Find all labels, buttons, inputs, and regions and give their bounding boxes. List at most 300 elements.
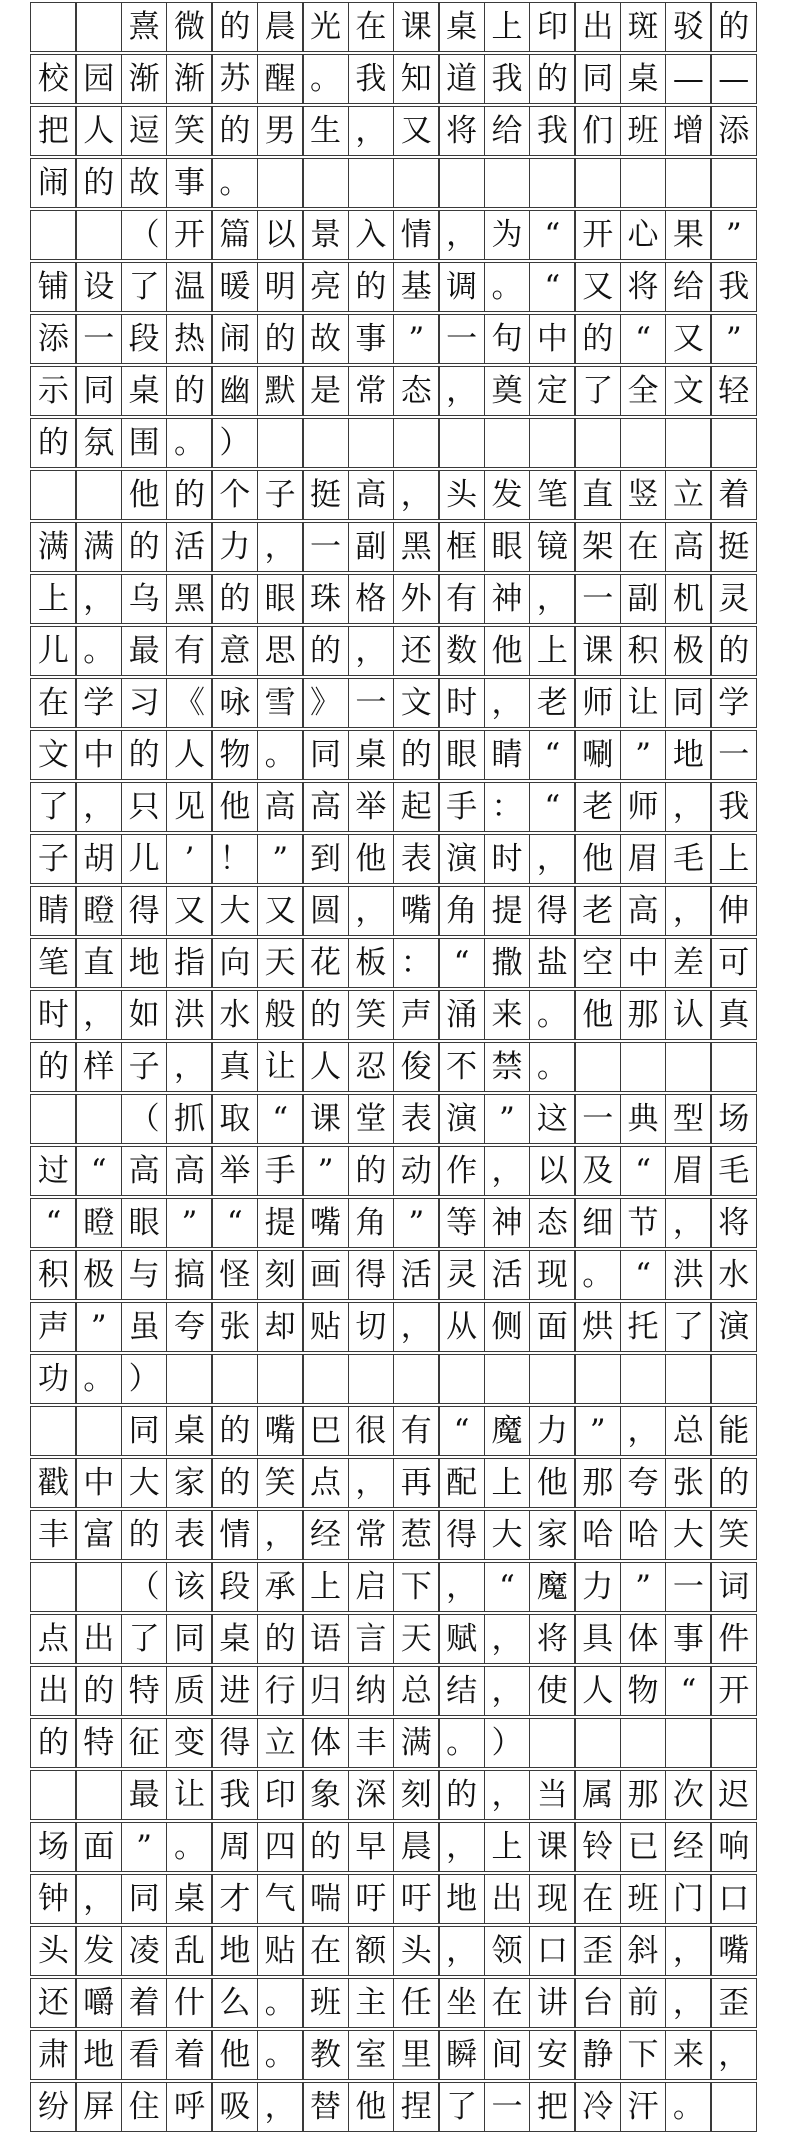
grid-cell: 安 xyxy=(529,2030,576,2080)
grid-cell xyxy=(30,2,77,52)
grid-cell: 伸 xyxy=(710,886,757,936)
grid-cell xyxy=(529,158,576,208)
grid-cell: 高 xyxy=(121,1146,168,1196)
grid-cell: 我 xyxy=(484,54,531,104)
grid-cell: 。 xyxy=(574,1250,621,1300)
grid-cell xyxy=(574,1718,621,1768)
grid-cell: 添 xyxy=(710,106,757,156)
grid-cell: 极 xyxy=(75,1250,122,1300)
grid-cell: 过 xyxy=(30,1146,77,1196)
grid-cell: 的 xyxy=(75,1666,122,1716)
grid-cell: 禁 xyxy=(484,1042,531,1092)
grid-cell: ， xyxy=(393,470,440,520)
grid-cell: 歪 xyxy=(574,1926,621,1976)
grid-cell xyxy=(348,158,395,208)
grid-cell: 挺 xyxy=(710,522,757,572)
grid-cell: 的 xyxy=(121,730,168,780)
grid-cell: 我 xyxy=(348,54,395,104)
grid-cell: 又 xyxy=(166,886,213,936)
grid-cell: 贴 xyxy=(302,1302,349,1352)
grid-cell: 地 xyxy=(438,1874,485,1924)
grid-cell xyxy=(710,1718,757,1768)
grid-cell: 灵 xyxy=(438,1250,485,1300)
grid-cell: ， xyxy=(348,106,395,156)
grid-cell: 轻 xyxy=(710,366,757,416)
grid-row xyxy=(30,990,778,1040)
grid-cell: 家 xyxy=(166,1458,213,1508)
grid-cell: 一 xyxy=(574,574,621,624)
grid-cell: 面 xyxy=(75,1822,122,1872)
grid-cell: 行 xyxy=(257,1666,304,1716)
grid-cell: “ xyxy=(30,1198,77,1248)
grid-cell xyxy=(348,418,395,468)
grid-cell: ， xyxy=(348,886,395,936)
grid-cell: 思 xyxy=(257,626,304,676)
grid-cell: 口 xyxy=(529,1926,576,1976)
grid-cell xyxy=(302,158,349,208)
grid-cell: 发 xyxy=(75,1926,122,1976)
grid-cell: 地 xyxy=(121,938,168,988)
grid-cell: 的 xyxy=(710,626,757,676)
grid-cell: 开 xyxy=(574,210,621,260)
grid-cell: 给 xyxy=(484,106,531,156)
grid-cell: 人 xyxy=(166,730,213,780)
grid-cell: “ xyxy=(257,1094,304,1144)
grid-cell: 上 xyxy=(302,1562,349,1612)
grid-cell: 得 xyxy=(529,886,576,936)
grid-cell: ， xyxy=(348,626,395,676)
grid-row xyxy=(30,1250,778,1300)
grid-cell: 渐 xyxy=(166,54,213,104)
grid-cell: 。 xyxy=(484,262,531,312)
grid-cell: 班 xyxy=(620,106,667,156)
grid-cell: 现 xyxy=(529,1874,576,1924)
grid-cell: 下 xyxy=(393,1562,440,1612)
grid-cell: 很 xyxy=(348,1406,395,1456)
grid-cell: 亮 xyxy=(302,262,349,312)
grid-cell: 他 xyxy=(348,834,395,884)
grid-row xyxy=(30,418,778,468)
grid-cell: 力 xyxy=(574,1562,621,1612)
grid-cell: 头 xyxy=(438,470,485,520)
grid-cell: 文 xyxy=(393,678,440,728)
grid-cell: 熹 xyxy=(121,2,168,52)
grid-cell: 的 xyxy=(348,262,395,312)
grid-cell: 格 xyxy=(348,574,395,624)
grid-cell: 他 xyxy=(121,470,168,520)
grid-row xyxy=(30,1458,778,1508)
grid-cell: 事 xyxy=(166,158,213,208)
grid-cell: 一 xyxy=(710,730,757,780)
grid-cell xyxy=(302,1354,349,1404)
grid-cell: 大 xyxy=(665,1510,712,1560)
grid-cell: （ xyxy=(121,1094,168,1144)
grid-row xyxy=(30,210,778,260)
grid-cell: 同 xyxy=(121,1874,168,1924)
grid-cell xyxy=(75,210,122,260)
grid-cell: 全 xyxy=(620,366,667,416)
grid-cell: 的 xyxy=(529,54,576,104)
grid-cell: 微 xyxy=(166,2,213,52)
grid-cell: 住 xyxy=(121,2082,168,2132)
grid-cell: 涌 xyxy=(438,990,485,1040)
grid-cell xyxy=(257,158,304,208)
grid-cell: 的 xyxy=(211,106,258,156)
grid-cell: 总 xyxy=(393,1666,440,1716)
grid-row xyxy=(30,1666,778,1716)
grid-cell: 常 xyxy=(348,366,395,416)
grid-cell: 场 xyxy=(710,1094,757,1144)
grid-cell: 篇 xyxy=(211,210,258,260)
grid-cell: 真 xyxy=(211,1042,258,1092)
grid-cell: 瞪 xyxy=(75,1198,122,1248)
grid-cell: 了 xyxy=(665,1302,712,1352)
grid-cell: 忍 xyxy=(348,1042,395,1092)
grid-cell: 声 xyxy=(393,990,440,1040)
grid-cell: 醒 xyxy=(257,54,304,104)
grid-cell: 地 xyxy=(75,2030,122,2080)
grid-cell: 心 xyxy=(620,210,667,260)
grid-row xyxy=(30,522,778,572)
grid-cell xyxy=(484,418,531,468)
grid-cell: 直 xyxy=(574,470,621,520)
grid-cell: 冷 xyxy=(574,2082,621,2132)
grid-cell: 场 xyxy=(30,1822,77,1872)
grid-cell: 示 xyxy=(30,366,77,416)
grid-cell: 有 xyxy=(438,574,485,624)
grid-row xyxy=(30,470,778,520)
grid-cell: 点 xyxy=(302,1458,349,1508)
grid-cell: 可 xyxy=(710,938,757,988)
grid-cell: 在 xyxy=(30,678,77,728)
grid-row xyxy=(30,262,778,312)
grid-cell: 与 xyxy=(121,1250,168,1300)
grid-cell: 笔 xyxy=(529,470,576,520)
grid-cell: 子 xyxy=(30,834,77,884)
grid-cell: 黑 xyxy=(393,522,440,572)
grid-cell xyxy=(75,1406,122,1456)
grid-cell: 笑 xyxy=(348,990,395,1040)
grid-cell: 象 xyxy=(302,1770,349,1820)
grid-cell: 空 xyxy=(574,938,621,988)
composition-grid-paper xyxy=(30,0,778,2150)
grid-cell xyxy=(620,1042,667,1092)
grid-cell xyxy=(257,418,304,468)
grid-cell: 总 xyxy=(665,1406,712,1456)
grid-cell: 一 xyxy=(75,314,122,364)
grid-cell: 托 xyxy=(620,1302,667,1352)
grid-cell: 瞬 xyxy=(438,2030,485,2080)
grid-cell: ， xyxy=(484,1770,531,1820)
grid-cell: 侧 xyxy=(484,1302,531,1352)
grid-cell xyxy=(529,418,576,468)
grid-cell: 渐 xyxy=(121,54,168,104)
grid-cell: 地 xyxy=(665,730,712,780)
grid-row xyxy=(30,1042,778,1092)
grid-cell: 配 xyxy=(438,1458,485,1508)
grid-cell: 我 xyxy=(710,262,757,312)
grid-cell: 儿 xyxy=(30,626,77,676)
grid-cell: 男 xyxy=(257,106,304,156)
grid-row xyxy=(30,1510,778,1560)
grid-cell: ” xyxy=(620,1562,667,1612)
grid-cell: ， xyxy=(438,1926,485,1976)
grid-cell: 逗 xyxy=(121,106,168,156)
grid-cell xyxy=(393,418,440,468)
grid-cell: 让 xyxy=(257,1042,304,1092)
grid-cell: “ xyxy=(620,1250,667,1300)
grid-cell: 提 xyxy=(257,1198,304,1248)
grid-cell xyxy=(75,2,122,52)
grid-cell xyxy=(348,1354,395,1404)
grid-cell: 再 xyxy=(393,1458,440,1508)
grid-cell: 中 xyxy=(75,730,122,780)
grid-cell: 家 xyxy=(529,1510,576,1560)
grid-cell: 毛 xyxy=(665,834,712,884)
grid-cell: 的 xyxy=(438,1770,485,1820)
grid-row xyxy=(30,1614,778,1664)
grid-cell: 才 xyxy=(211,1874,258,1924)
grid-cell: 事 xyxy=(665,1614,712,1664)
grid-cell: 眼 xyxy=(257,574,304,624)
grid-row xyxy=(30,1926,778,1976)
grid-cell: 把 xyxy=(30,106,77,156)
grid-cell: 出 xyxy=(484,1874,531,1924)
grid-cell: 常 xyxy=(348,1510,395,1560)
grid-cell: ， xyxy=(393,1302,440,1352)
grid-cell: 歪 xyxy=(710,1978,757,2028)
grid-cell: 那 xyxy=(574,1458,621,1508)
grid-cell: 印 xyxy=(257,1770,304,1820)
grid-cell: 认 xyxy=(665,990,712,1040)
grid-row xyxy=(30,2082,778,2132)
grid-row xyxy=(30,1562,778,1612)
grid-cell: 他 xyxy=(348,2082,395,2132)
grid-cell: 中 xyxy=(529,314,576,364)
grid-cell xyxy=(438,418,485,468)
grid-cell: 学 xyxy=(75,678,122,728)
grid-cell xyxy=(30,1406,77,1456)
grid-cell: 习 xyxy=(121,678,168,728)
grid-cell xyxy=(30,1770,77,1820)
grid-cell: 知 xyxy=(393,54,440,104)
grid-cell: ） xyxy=(211,418,258,468)
grid-cell xyxy=(710,1354,757,1404)
grid-cell: 神 xyxy=(484,574,531,624)
grid-cell xyxy=(484,1354,531,1404)
grid-cell: 嘴 xyxy=(710,1926,757,1976)
grid-cell: 赋 xyxy=(438,1614,485,1664)
grid-cell: 高 xyxy=(166,1146,213,1196)
grid-cell: 还 xyxy=(393,626,440,676)
grid-cell: “ xyxy=(211,1198,258,1248)
grid-cell: 的 xyxy=(166,366,213,416)
grid-cell: 出 xyxy=(574,2,621,52)
grid-cell: 一 xyxy=(574,1094,621,1144)
grid-cell: 让 xyxy=(166,1770,213,1820)
grid-cell: 如 xyxy=(121,990,168,1040)
grid-cell: 早 xyxy=(348,1822,395,1872)
grid-cell: ， xyxy=(348,1458,395,1508)
grid-cell: 上 xyxy=(529,626,576,676)
grid-cell: 只 xyxy=(121,782,168,832)
grid-cell: ” xyxy=(166,1198,213,1248)
grid-cell: 。 xyxy=(438,1718,485,1768)
grid-cell: ， xyxy=(665,1926,712,1976)
grid-cell: 来 xyxy=(665,2030,712,2080)
grid-cell: 声 xyxy=(30,1302,77,1352)
grid-cell: 咏 xyxy=(211,678,258,728)
grid-cell: “ xyxy=(75,1146,122,1196)
grid-cell: 中 xyxy=(75,1458,122,1508)
grid-cell: 积 xyxy=(30,1250,77,1300)
grid-cell: 竖 xyxy=(620,470,667,520)
grid-cell: 闹 xyxy=(211,314,258,364)
grid-cell: — xyxy=(665,54,712,104)
grid-cell xyxy=(710,2082,757,2132)
grid-cell: 同 xyxy=(302,730,349,780)
grid-cell xyxy=(211,1354,258,1404)
grid-cell: 作 xyxy=(438,1146,485,1196)
grid-cell: 的 xyxy=(75,158,122,208)
grid-cell: 他 xyxy=(211,2030,258,2080)
grid-cell: 。 xyxy=(75,1354,122,1404)
grid-cell: 件 xyxy=(710,1614,757,1664)
grid-cell: 数 xyxy=(438,626,485,676)
grid-cell xyxy=(710,418,757,468)
grid-cell: 凌 xyxy=(121,1926,168,1976)
grid-cell: ， xyxy=(75,782,122,832)
grid-cell xyxy=(75,1562,122,1612)
grid-cell: 坐 xyxy=(438,1978,485,2028)
grid-row xyxy=(30,678,778,728)
grid-cell: 中 xyxy=(620,938,667,988)
grid-cell: 暖 xyxy=(211,262,258,312)
grid-cell: ， xyxy=(438,1562,485,1612)
grid-cell: 真 xyxy=(710,990,757,1040)
grid-cell: 外 xyxy=(393,574,440,624)
grid-cell: 光 xyxy=(302,2,349,52)
grid-cell: 圆 xyxy=(302,886,349,936)
grid-cell: 眉 xyxy=(665,1146,712,1196)
grid-cell xyxy=(665,1354,712,1404)
grid-cell: 结 xyxy=(438,1666,485,1716)
grid-cell: 物 xyxy=(211,730,258,780)
grid-cell xyxy=(529,1718,576,1768)
grid-cell: 是 xyxy=(302,366,349,416)
grid-cell: 。 xyxy=(529,1042,576,1092)
grid-cell: 态 xyxy=(393,366,440,416)
grid-cell: 校 xyxy=(30,54,77,104)
grid-cell: ， xyxy=(484,1146,531,1196)
grid-cell: 他 xyxy=(529,1458,576,1508)
grid-cell: 的 xyxy=(30,1042,77,1092)
grid-cell: 以 xyxy=(257,210,304,260)
grid-cell: 盐 xyxy=(529,938,576,988)
grid-cell: 质 xyxy=(166,1666,213,1716)
grid-cell: 园 xyxy=(75,54,122,104)
grid-cell: 灵 xyxy=(710,574,757,624)
grid-cell: 师 xyxy=(574,678,621,728)
grid-cell: 同 xyxy=(166,1614,213,1664)
grid-cell: ， xyxy=(75,990,122,1040)
grid-cell xyxy=(574,158,621,208)
grid-cell: 口 xyxy=(710,1874,757,1924)
grid-cell: 氛 xyxy=(75,418,122,468)
grid-cell: 定 xyxy=(529,366,576,416)
grid-cell: 。 xyxy=(166,1822,213,1872)
grid-cell: 功 xyxy=(30,1354,77,1404)
grid-cell: 水 xyxy=(710,1250,757,1300)
grid-cell: 高 xyxy=(348,470,395,520)
grid-cell: 进 xyxy=(211,1666,258,1716)
grid-cell: ， xyxy=(665,1198,712,1248)
grid-cell: ， xyxy=(529,574,576,624)
grid-cell xyxy=(30,210,77,260)
grid-cell: 的 xyxy=(211,1458,258,1508)
grid-cell: 极 xyxy=(665,626,712,676)
grid-cell: 里 xyxy=(393,2030,440,2080)
grid-row xyxy=(30,314,778,364)
grid-cell: ： xyxy=(484,782,531,832)
grid-cell: ” xyxy=(710,210,757,260)
grid-cell: 点 xyxy=(30,1614,77,1664)
grid-cell: 将 xyxy=(438,106,485,156)
grid-cell: “ xyxy=(620,314,667,364)
grid-cell: ， xyxy=(665,782,712,832)
grid-cell: 斜 xyxy=(620,1926,667,1976)
grid-cell: 室 xyxy=(348,2030,395,2080)
grid-cell: 额 xyxy=(348,1926,395,1976)
grid-cell: 间 xyxy=(484,2030,531,2080)
grid-row xyxy=(30,1094,778,1144)
grid-cell: 周 xyxy=(211,1822,258,1872)
grid-cell: 指 xyxy=(166,938,213,988)
grid-cell: 老 xyxy=(574,782,621,832)
grid-cell: ， xyxy=(620,1406,667,1456)
grid-cell: ， xyxy=(710,2030,757,2080)
grid-cell: 他 xyxy=(574,834,621,884)
grid-cell: 学 xyxy=(710,678,757,728)
grid-cell: 角 xyxy=(348,1198,395,1248)
grid-cell: 儿 xyxy=(121,834,168,884)
grid-cell: 钟 xyxy=(30,1874,77,1924)
grid-cell xyxy=(30,1562,77,1612)
grid-cell: 个 xyxy=(211,470,258,520)
grid-cell xyxy=(438,158,485,208)
grid-cell: ， xyxy=(438,210,485,260)
grid-cell: 抓 xyxy=(166,1094,213,1144)
grid-cell: 眼 xyxy=(484,522,531,572)
grid-cell xyxy=(574,418,621,468)
grid-cell: 汗 xyxy=(620,2082,667,2132)
grid-cell xyxy=(665,1718,712,1768)
grid-cell: 瞪 xyxy=(75,886,122,936)
grid-cell: 课 xyxy=(302,1094,349,1144)
grid-cell: 句 xyxy=(484,314,531,364)
grid-cell: — xyxy=(710,54,757,104)
grid-cell: 张 xyxy=(211,1302,258,1352)
grid-cell: 特 xyxy=(121,1666,168,1716)
grid-cell: 搞 xyxy=(166,1250,213,1300)
grid-cell: 及 xyxy=(574,1146,621,1196)
grid-cell xyxy=(665,158,712,208)
grid-cell: 有 xyxy=(166,626,213,676)
grid-cell: ， xyxy=(257,2082,304,2132)
grid-cell: 动 xyxy=(393,1146,440,1196)
grid-row xyxy=(30,1770,778,1820)
grid-cell: 我 xyxy=(710,782,757,832)
